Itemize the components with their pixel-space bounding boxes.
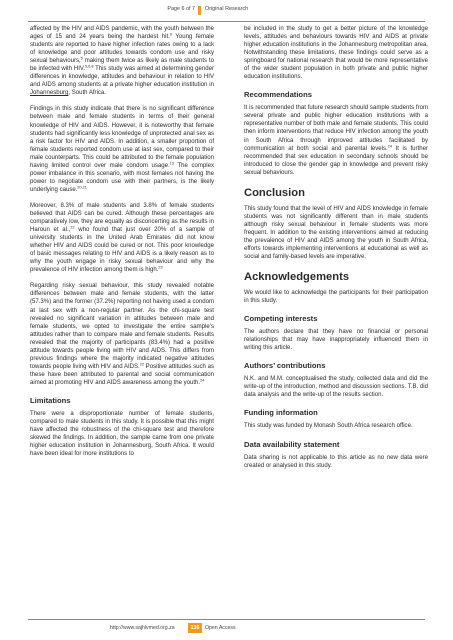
left-column <box>30 25 214 466</box>
header-accent-bar <box>198 6 201 15</box>
section-label: Original Research <box>205 6 249 12</box>
paragraph: The authors declare that they have no financial or personal relationships that may have inappropriately influenced them in writing this article. <box>244 329 428 352</box>
heading-conclusion: Conclusion <box>244 186 305 199</box>
paragraph: Data sharing is not applicable to this article as no new data were created or analysed in this study. <box>244 454 428 469</box>
right-column <box>244 25 428 477</box>
heading-data-availability: Data availability statement <box>244 439 340 449</box>
heading-recommendations: Recommendations <box>244 90 312 100</box>
paragraph: This study was funded by Monash South Africa research office. <box>244 423 413 430</box>
paragraph: N.K. and M.M. conceptualised the study, collected data and did the write-up of the introduction, method and discussion sections. T.B. did data analysis and the write-up of the results section. <box>244 376 428 399</box>
open-access-label: Open Access <box>205 625 236 631</box>
journal-page-number: 136 <box>188 623 202 633</box>
page-footer <box>0 621 453 635</box>
paragraph: Moreover, 8.3% of male students and 3.8% of female students believed that AIDS can be cured. Although these percentages are comparatively low, they are equally as disconcerting as the results in Haroun et al.,$^{22}$ who found that just over 20% of a sample of university students in the United Arab Emirates did not know whether HIV and AIDS could be cured or not. This poor knowledge of basic messages relating to HIV and AIDS is a likely reason as to why the youth engage in risky sexual behaviour and why the prevalence of HIV infection among them is high.$^{23}$ <box>30 202 214 274</box>
heading-authors-contributions: Authors’ contributions <box>244 361 326 371</box>
paragraph: Regarding risky sexual behaviour, this study revealed notable differences between male and female students, with the latter (57.3%) and the former (37.2%) reporting not having used a condom at last sex with a non-regular partner. As the chi-square test revealed no significant variation in attitudes between male and female students, we opted to investigate the entire sample’s attitudes rather than to compare male and female students. Results revealed that the majority of participants (83.4%) had a positive attitude towards people living with HIV and AIDS. This differs from previous findings where the majority indicated negative attitudes towards people living with HIV and AIDS.$^{22}$ Positive attitudes such as these have been attributed to parental and social communication aimed at promoting HIV and AIDS awareness among the youth.$^{24}$ <box>30 283 214 386</box>
paragraph: Findings in this study indicate that there is no significant difference between male and female students in terms of their general knowledge of HIV and AIDS. However, it is noteworthy that female students had significantly less knowledge of unprotected anal sex as a risk factor for HIV and AIDS. In addition, a smaller proportion of female students reported condom use at last sex, compared to their male counterparts. This could be attributed to the female population having limited control over male condom usage.$^{13}$ The complex power imbalance in this scenario, with most females not having the power to negotiate condom use with their partners, is the likely underlying cause.$^{20,21}$ <box>30 106 215 193</box>
paragraph: be included in the study to get a better picture of the knowledge levels, attitudes and behaviours towards HIV and AIDS at private higher education institutions in the Johannesburg metropolitan area. Notwithstanding these limitations, these findings could serve as a springboard for national research that would be more representative of the wider student population in both private and public higher education institutions. <box>244 26 428 81</box>
paragraph: It is recommended that future research should sample students from several private and public higher education institutions with a representative number of both male and female students. This could then inform interventions that reduce HIV infection among the youth in South Africa through improved attitudes facilitated by communication at both social and parental levels.$^{24}$ It is further recommended that sex education in secondary schools should be introduced to close the gender gap in knowledge and prevent risky sexual behaviours. <box>244 105 428 176</box>
paragraph: affected by the HIV and AIDS pandemic, with the youth between the ages of 15 and 24 years being the hardest hit.$^9$ Young female students are reported to have higher infection rates owing to a lack of knowledge and poor attitudes towards condom use and risky sexual behaviours,$^5$ making them twice as likely as male students to be infected with HIV.$^{5,6,8}$ This study was aimed at determining gender differences in knowledge, attitudes and behaviour in relation to HIV and AIDS among students at a private higher education institution in Johannesburg, South Africa. <box>30 26 215 97</box>
heading-acknowledgements: Acknowledgements <box>244 271 350 284</box>
paragraph: There were a disproportionate number of female students, compared to male students in this study. It is possible that this might have affected the robustness of the chi-square test and therefore skewed the findings. In addition, the sample came from one private higher education institution in Johannesburg, South Africa. It would have been ideal for more institutions to <box>30 410 214 458</box>
header-divider <box>28 21 425 22</box>
paragraph: We would like to acknowledge the participants for their participation in this study. <box>244 290 428 305</box>
journal-url-link[interactable]: http://www.sajhivmed.org.za <box>110 625 175 631</box>
page-header <box>0 6 453 18</box>
page-number: Page 6 of 7 <box>167 6 195 12</box>
heading-funding-information: Funding information <box>244 408 318 418</box>
paragraph: This study found that the level of HIV and AIDS knowledge in female students was not significantly different than in male students although risky sexual behaviour in female students was more frequent. In addition to the existing interventions aimed at reducing the prevalence of HIV and AIDS among the youth in South Africa, efforts towards implementing interventions at educational as well as social and family-based levels are imperative. <box>244 205 428 261</box>
heading-limitations: Limitations <box>30 395 71 405</box>
footer-divider <box>28 619 425 620</box>
heading-competing-interests: Competing interests <box>244 314 318 324</box>
